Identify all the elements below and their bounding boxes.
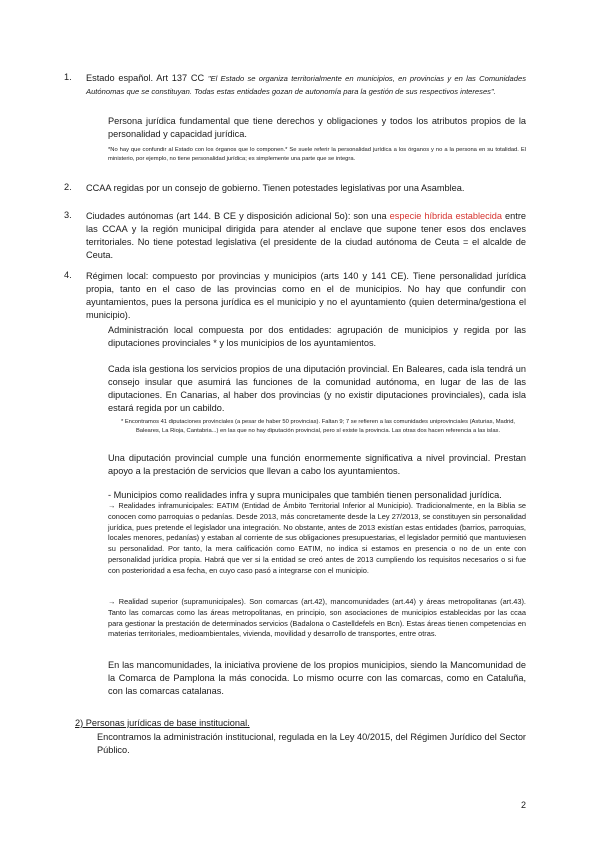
footnote: *No hay que confundir al Estado con los órganos que lo componen.* Se suele referir la personalidad jurídica a los órganos y no a la persona en su totalidad. El ministerio, por ejemplo, no tiene personalidad jurídica; es simplemente una parte que se integra. <box>108 147 526 162</box>
paragraph: Cada isla gestiona los servicios propios de una diputación provincial. En Baleares, cada isla tendrá un consejo insular que asumirá las funciones de la comunidad autónoma, en lugar de las de las diputaciones. En Canarias, al haber dos provincias (y no existir diputaciones provinciales), cada isla estará regida por un cabildo. <box>108 364 526 413</box>
item-lead-quote: "El Estado se organiza territorialmente en municipios, en provincias y en las Comunidades Autónomas que se constituyan. Todas estas entidades gozan de autonomía para la gestión de sus respectivos intereses". <box>86 74 526 96</box>
paragraph: Administración local compuesta por dos entidades: agrupación de municipios y regida por las diputaciones provinciales * y los municipios de los ayuntamientos. <box>108 325 526 348</box>
item-lead: CCAA regidas por un consejo de gobierno. Tienen potestades legislativas por una Asamblea. <box>86 183 465 193</box>
item-number: 4. <box>64 270 72 280</box>
item-lead-text: entre las CCAA y la región municipal dirigida para atender al enclave que supone tener esos dos enclaves territoriales. No tiene potestad legislativa (el presidente de la ciudad autónoma de Ceuta = el alcalde de Ceuta. <box>86 211 527 260</box>
paragraph: Una diputación provincial cumple una función enormemente significativa a nivel provincial. Prestan apoyo a la prestación de servicios que llevan a cabo los ayuntamientos. <box>108 453 526 476</box>
paragraph: Persona jurídica fundamental que tiene derechos y obligaciones y todos los atributos propios de la personalidad y capacidad jurídica. <box>108 116 526 139</box>
item-lead <box>86 72 526 98</box>
list-item-1 <box>64 72 526 98</box>
paragraph-heading: - Municipios como realidades infra y supra municipales que también tienen personalidad jurídica. <box>108 490 502 500</box>
section-title: 2) Personas jurídicas de base institucional. <box>75 718 250 728</box>
paragraph: En las mancomunidades, la iniciativa proviene de los propios municipios, siendo la Mancomunidad de la Comarca de Pamplona la más conocida. Lo mismo ocurre con las comarcas, como en Cataluña, con las comarcas catalanas. <box>108 660 526 696</box>
paragraph-small: → Realidad superior (supramunicipales). Son comarcas (art.42), mancomunidades (art.44) y áreas metropolitanas (art.43). Tanto las comarcas como las áreas metropolitanas, en principio, son asociaciones de municipios establecidas por las ccaa para gestionar la prestación de determinados servicios (Badalona o Castelldefels en Bcn). Estas áreas tienen competencias en materias territoriales, medioambientales, vivienda, movilidad y desarrollo de transportes, entre otras. <box>108 597 526 639</box>
item-lead <box>86 210 526 262</box>
footnote: * Encontramos 41 diputaciones provinciales (a pesar de haber 50 provincias). Faltan 9; 7 se refieren a las comunidades uniprovinciales (Asturias, Madrid, Baleares, La Rioja, Cantabria...) en las que no hay diputación provincial, pero sí existe la provincia. Las otras dos hacen referencia a las islas. <box>120 419 516 434</box>
list-item-2 <box>64 182 526 195</box>
item-number: 1. <box>64 72 72 82</box>
item-lead: Régimen local: compuesto por provincias y municipios (arts 140 y 141 CE). Tiene personalidad jurídica propia, tanto en el caso de las provincias como en el de municipios. No hay que confundir con ayuntamientos, pues la persona jurídica es el municipio y no el ayuntamiento (quien determina/gestiona el municipio). <box>86 271 526 320</box>
page-number: 2 <box>520 800 526 810</box>
paragraph-small: → Realidades inframunicipales: EATIM (Entidad de Ámbito Territorial Inferior al Municipio). Tradicionalmente, en la Biblia se conocen como parroquias o pedanías. Desde 2013, más concretamente desde la Ley 27/2013, se constituyen sin personalidad jurídica, pues pretende el legislador una integración. No obstante, antes de 2013 existían estas entidades (barrios, parroquias, locales menores, pedanías) y estaban al corriente de sus obligaciones presupuestarias, el legislador permitió que mantuviesen su personalidad. Por tanto, la mera calificación como EATIM, no indica si estamos en presencia o no de un ente con personalidad jurídica propia. Habrá que ver si la entidad se creó antes de 2013 cumpliendo los requisitos necesarios o si fue con posterioridad a esa fecha, en cuyo caso pasó a integrarse con el municipio. <box>108 501 526 575</box>
item-number: 2. <box>64 182 72 192</box>
list-item-4 <box>64 270 526 322</box>
list-item-3 <box>64 210 527 262</box>
item-lead-text: Estado español. Art 137 CC <box>86 73 208 83</box>
paragraph: Encontramos la administración institucional, regulada en la Ley 40/2015, del Régimen Jurídico del Sector Público. <box>97 732 526 755</box>
highlight-text: especie híbrida establecida <box>389 211 503 221</box>
item-number: 3. <box>64 210 72 220</box>
item-lead-text: Ciudades autónomas (art 144. B CE y disposición adicional 5o): son una <box>86 211 390 221</box>
